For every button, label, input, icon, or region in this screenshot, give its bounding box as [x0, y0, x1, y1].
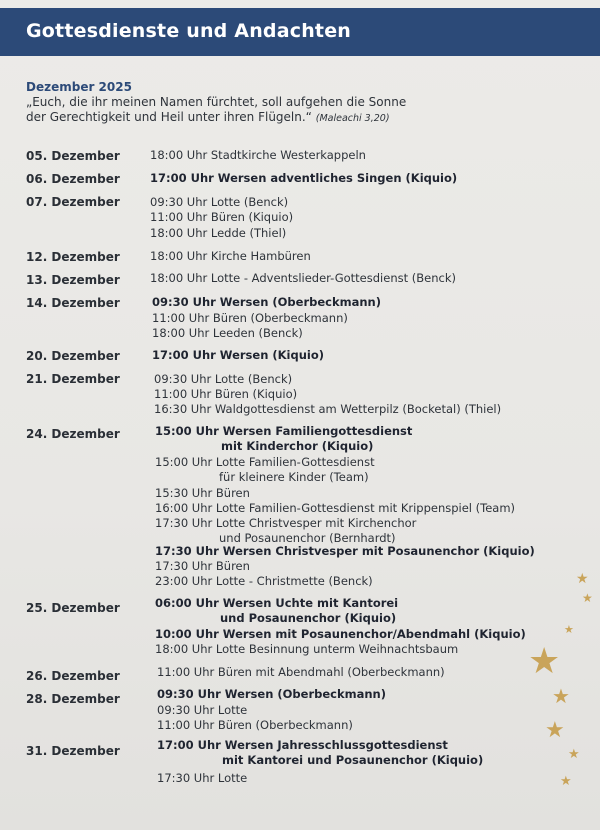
- service-line: 09:30 Uhr Lotte (Benck): [150, 195, 289, 209]
- quote-line-1: „Euch, die ihr meinen Namen fürchtet, soll aufgehen die Sonne: [26, 95, 407, 109]
- service-line: 16:30 Uhr Waldgottesdienst am Wetterpilz (Bocketal) (Thiel): [154, 402, 502, 416]
- service-line: und Posaunenchor (Bernhardt): [219, 531, 396, 545]
- star-icon: ★: [568, 747, 580, 762]
- date-label: 06. Dezember: [26, 172, 120, 186]
- date-label: 20. Dezember: [26, 349, 120, 363]
- service-line: mit Kinderchor (Kiquio): [221, 439, 374, 453]
- date-label: 21. Dezember: [26, 372, 120, 386]
- service-line: 16:00 Uhr Lotte Familien-Gottesdienst mit Krippenspiel (Team): [155, 501, 516, 515]
- date-label: 05. Dezember: [26, 149, 120, 163]
- date-label: 07. Dezember: [26, 195, 120, 209]
- service-line: 18:00 Uhr Ledde (Thiel): [150, 226, 287, 240]
- date-label: 24. Dezember: [26, 427, 120, 441]
- service-line: 11:00 Uhr Büren mit Abendmahl (Oberbeckmann): [157, 665, 445, 679]
- star-icon: ★: [564, 623, 574, 636]
- service-line: 11:00 Uhr Büren (Oberbeckmann): [152, 311, 348, 325]
- service-line: 18:00 Uhr Lotte Besinnung unterm Weihnachtsbaum: [155, 642, 459, 656]
- star-icon: ★: [560, 774, 572, 789]
- star-icon: ★: [528, 641, 561, 682]
- date-label: 13. Dezember: [26, 273, 120, 287]
- service-line: 15:00 Uhr Wersen Familiengottesdienst: [155, 424, 413, 438]
- service-line: 18:00 Uhr Stadtkirche Westerkappeln: [150, 148, 366, 162]
- service-line: 17:00 Uhr Wersen Jahresschlussgottesdienst: [157, 738, 448, 752]
- service-line: für kleinere Kinder (Team): [219, 470, 369, 484]
- service-line: 23:00 Uhr Lotte - Christmette (Benck): [155, 574, 373, 588]
- service-line: 18:00 Uhr Kirche Hambüren: [150, 249, 311, 263]
- service-line: 17:30 Uhr Büren: [155, 559, 250, 573]
- service-line: 18:00 Uhr Leeden (Benck): [152, 326, 303, 340]
- star-icon: ★: [552, 684, 570, 708]
- service-line: 09:30 Uhr Wersen (Oberbeckmann): [157, 687, 386, 701]
- service-line: 15:30 Uhr Büren: [155, 486, 250, 500]
- service-line: 11:00 Uhr Büren (Kiquio): [154, 387, 298, 401]
- star-icon: ★: [582, 591, 593, 605]
- service-line: 17:00 Uhr Wersen adventliches Singen (Kiquio): [150, 171, 458, 185]
- service-line: 17:30 Uhr Lotte Christvesper mit Kirchenchor: [155, 516, 417, 530]
- service-line: 06:00 Uhr Wersen Uchte mit Kantorei: [155, 596, 399, 610]
- service-line: 09:30 Uhr Lotte: [157, 703, 248, 717]
- service-line: 17:30 Uhr Lotte: [157, 771, 248, 785]
- service-line: 15:00 Uhr Lotte Familien-Gottesdienst: [155, 455, 375, 469]
- date-label: 14. Dezember: [26, 296, 120, 310]
- date-label: 25. Dezember: [26, 601, 120, 615]
- service-line: 17:30 Uhr Wersen Christvesper mit Posaunenchor (Kiquio): [155, 544, 535, 558]
- star-icon: ★: [545, 718, 565, 743]
- service-line: und Posaunenchor (Kiquio): [220, 611, 397, 625]
- star-icon: ★: [576, 571, 589, 587]
- service-line: 09:30 Uhr Wersen (Oberbeckmann): [152, 295, 381, 309]
- quote-line-2: der Gerechtigkeit und Heil unter ihren Flügeln.“: [26, 110, 312, 124]
- service-line: 10:00 Uhr Wersen mit Posaunenchor/Abendmahl (Kiquio): [155, 627, 526, 641]
- section-title: Gottesdienste und Andachten: [26, 20, 352, 42]
- service-line: mit Kantorei und Posaunenchor (Kiquio): [222, 753, 484, 767]
- service-line: 17:00 Uhr Wersen (Kiquio): [152, 348, 325, 362]
- date-label: 31. Dezember: [26, 744, 120, 758]
- date-label: 26. Dezember: [26, 669, 120, 683]
- date-label: 12. Dezember: [26, 250, 120, 264]
- service-line: 11:00 Uhr Büren (Kiquio): [150, 210, 294, 224]
- date-label: 28. Dezember: [26, 692, 120, 706]
- month-heading: Dezember 2025: [26, 80, 132, 94]
- quote-reference: (Maleachi 3,20): [315, 113, 390, 124]
- service-line: 18:00 Uhr Lotte - Adventslieder-Gottesdienst (Benck): [150, 271, 456, 285]
- service-line: 09:30 Uhr Lotte (Benck): [154, 372, 293, 386]
- service-line: 11:00 Uhr Büren (Oberbeckmann): [157, 718, 353, 732]
